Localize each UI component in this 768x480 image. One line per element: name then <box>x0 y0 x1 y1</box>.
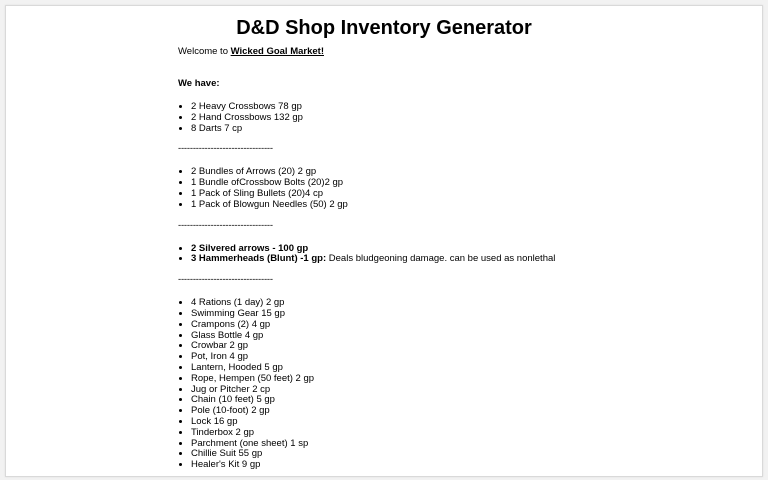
list-item: • Lock 16 gp <box>191 416 738 427</box>
separator: -------------------------------- <box>178 274 273 286</box>
item-description: Deals bludgeoning damage. can be used as nonlethal <box>326 253 556 265</box>
list-item: • Parchment (one sheet) 1 sp <box>191 438 738 449</box>
special-ammo-list <box>178 243 738 265</box>
list-item <box>191 243 738 254</box>
item-name: 2 Silvered arrows - 100 gp <box>191 242 309 254</box>
welcome-prefix: Welcome to <box>178 46 231 57</box>
list-item: • 1 Bundle ofCrossbow Bolts (20)2 gp <box>191 177 738 188</box>
list-item: • 1 Pack of Blowgun Needles (50) 2 gp <box>191 199 738 210</box>
list-item: • Glass Bottle 4 gp <box>191 330 738 341</box>
list-item: • Healer's Kit 9 gp <box>191 459 738 470</box>
list-item: • 4 Rations (1 day) 2 gp <box>191 297 738 308</box>
list-item: • Crampons (2) 4 gp <box>191 319 738 330</box>
separator: -------------------------------- <box>178 143 273 155</box>
list-item: • Chillie Suit 55 gp <box>191 448 738 459</box>
list-item: • Tinderbox 2 gp <box>191 427 738 438</box>
list-item <box>191 253 738 264</box>
list-item: • Rope, Hempen (50 feet) 2 gp <box>191 373 738 384</box>
list-item: • 2 Bundles of Arrows (20) 2 gp <box>191 166 738 177</box>
list-item: • 1 Pack of Sling Bullets (20)4 cp <box>191 188 738 199</box>
separator: -------------------------------- <box>178 219 273 231</box>
list-item: • Pot, Iron 4 gp <box>191 351 738 362</box>
list-item: • Swimming Gear 15 gp <box>191 308 738 319</box>
page-title: D&D Shop Inventory Generator <box>236 17 532 39</box>
welcome-line <box>178 47 738 58</box>
list-item: • 2 Heavy Crossbows 78 gp <box>191 101 738 112</box>
item-name: 3 Hammerheads (Blunt) -1 gp: <box>191 253 327 265</box>
weapons-list <box>178 101 738 133</box>
gear-list <box>178 297 738 470</box>
list-item: • Lantern, Hooded 5 gp <box>191 362 738 373</box>
list-item: • Chain (10 feet) 5 gp <box>191 394 738 405</box>
shop-name-link[interactable]: Wicked Goal Market! <box>230 46 324 57</box>
list-item: • Jug or Pitcher 2 cp <box>191 384 738 395</box>
we-have-heading: We have: <box>178 78 220 89</box>
list-item: • Crowbar 2 gp <box>191 340 738 351</box>
list-item: • Pole (10-foot) 2 gp <box>191 405 738 416</box>
ammo-list <box>178 166 738 209</box>
shop-content <box>178 47 738 470</box>
list-item: • 2 Hand Crossbows 132 gp <box>191 112 738 123</box>
list-item: • 8 Darts 7 cp <box>191 123 738 134</box>
